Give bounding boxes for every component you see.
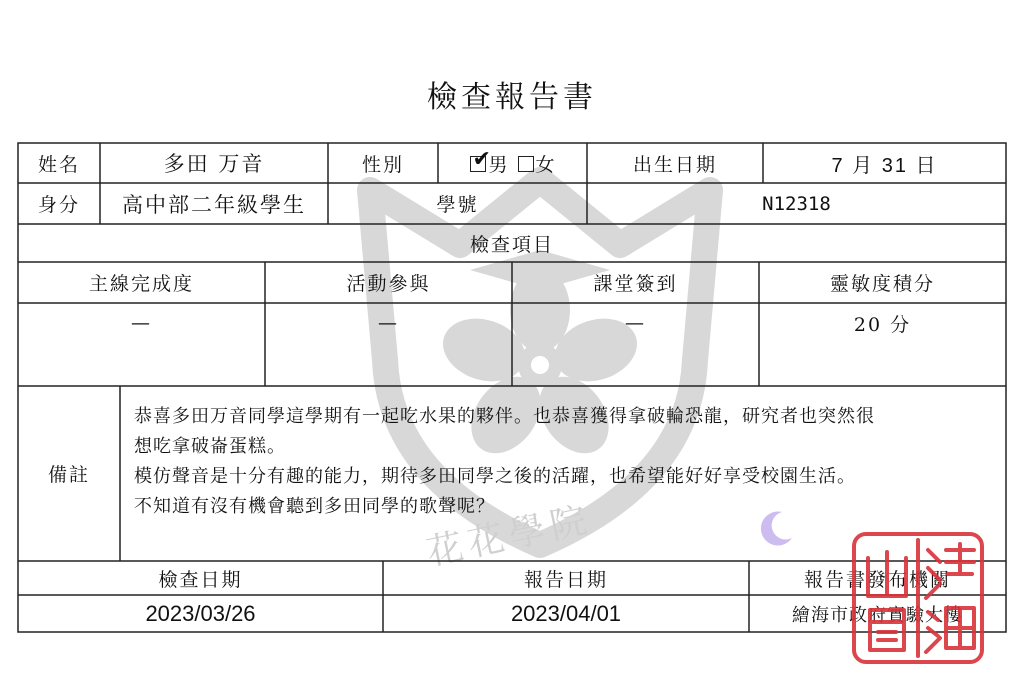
birth-value: 7 月 31 日 (831, 154, 938, 177)
checkbox-checked-icon[interactable]: ✔ (472, 146, 491, 172)
report-date-label: 報告日期 (523, 568, 608, 591)
student-id-label: 學號 (436, 194, 479, 216)
gender-label: 性別 (361, 153, 404, 176)
remarks-line: 想吃拿破崙蛋糕。 (134, 436, 286, 457)
identity-label: 身分 (37, 194, 80, 216)
gender-male-option[interactable]: ✔ 男 (472, 146, 508, 176)
remarks-line: 模仿聲音是十分有趣的能力，期待多田同學之後的活躍，也希望能好好享受校園生活。 (134, 466, 856, 487)
item-value-sensitivity: 20 分 (853, 313, 912, 336)
issuer-value: 繪海市政府實驗大樓 (792, 604, 963, 626)
watermark-text: 花花學院 (423, 498, 597, 574)
student-id-value: N12318 (762, 192, 831, 215)
remarks-line: 不知道有沒有機會聽到多田同學的歌聲呢？ (134, 496, 495, 517)
issuer-label: 報告書發布機關 (803, 568, 951, 591)
name-value: 多田 万音 (163, 152, 265, 176)
remarks-line: 恭喜多田万音同學這學期有一起吃水果的夥伴。也恭喜獲得拿破輪恐龍，研究者也突然很 (134, 406, 875, 427)
items-header: 檢查項目 (469, 233, 554, 256)
gender-options (438, 143, 587, 183)
item-header-activity: 活動參與 (346, 273, 431, 295)
remarks-label: 備註 (47, 464, 90, 486)
gender-female-option[interactable]: 女 (518, 150, 555, 177)
check-date-label: 檢查日期 (158, 568, 243, 591)
report-title: 檢查報告書 (427, 80, 597, 115)
item-header-attendance: 課堂簽到 (593, 273, 678, 295)
item-value-main: — (131, 312, 152, 334)
item-header-main: 主線完成度 (88, 273, 194, 295)
birth-label: 出生日期 (632, 153, 717, 176)
report-date-value: 2023/04/01 (510, 600, 622, 626)
red-seal-stamp (848, 528, 988, 668)
name-label: 姓名 (37, 153, 80, 176)
item-header-sensitivity: 靈敏度積分 (829, 273, 935, 295)
checkbox-empty-icon[interactable] (518, 156, 534, 172)
crescent-moon-icon (754, 508, 796, 550)
item-value-activity: — (378, 312, 399, 334)
identity-value: 高中部二年級學生 (122, 192, 306, 217)
check-date-value: 2023/03/26 (145, 600, 256, 626)
remarks-body (134, 402, 994, 522)
item-value-attendance: — (625, 312, 646, 334)
